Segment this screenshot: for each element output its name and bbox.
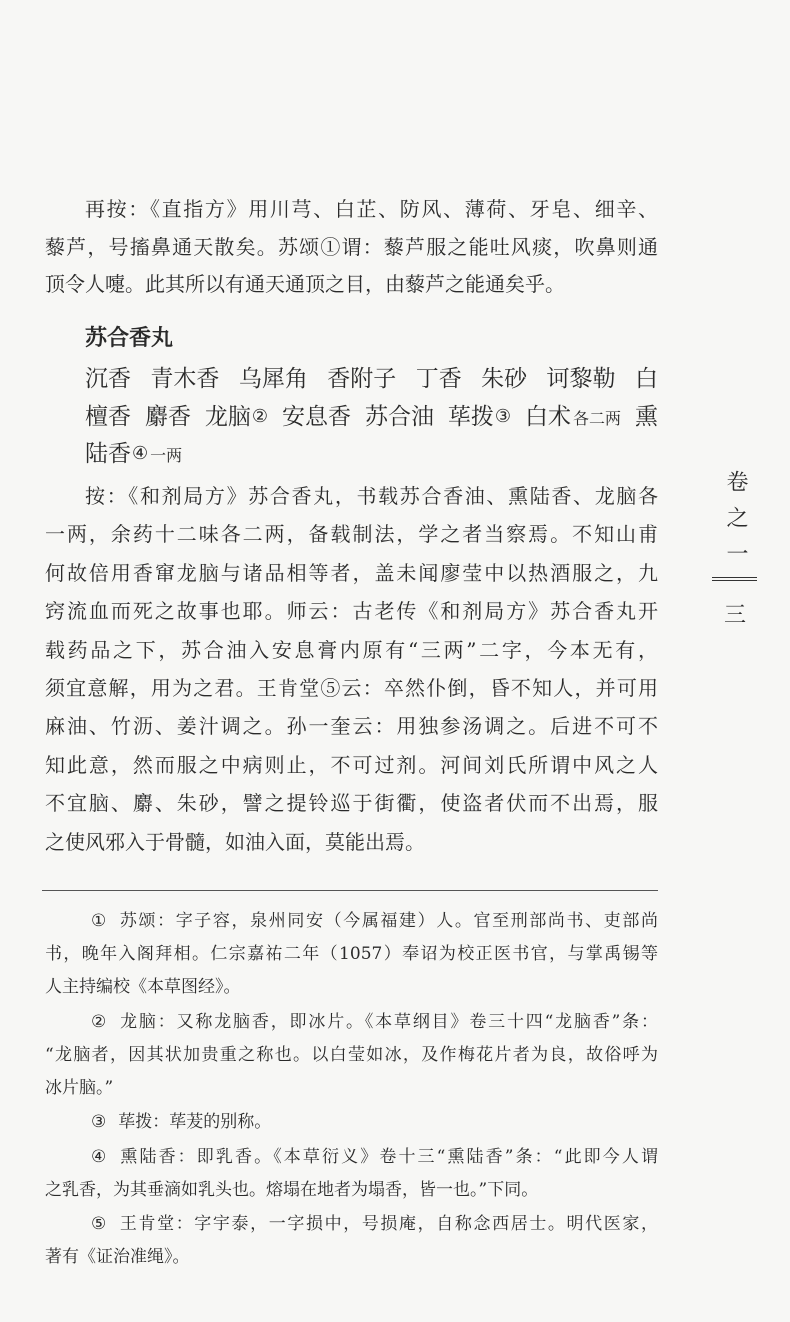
text-line: 一两，余药十二味各二两，备载制法，学之者当察焉。不知山甫 xyxy=(45,522,658,547)
ingredient-name: 白 xyxy=(634,366,658,392)
ingredient-item xyxy=(481,361,527,399)
footnote-line xyxy=(45,1141,658,1174)
ingredient-line xyxy=(85,436,658,474)
ingredient-name: 安息香 xyxy=(282,403,351,430)
footnote-1 xyxy=(45,905,658,1004)
ingredient-name: 陆香 xyxy=(85,441,131,467)
footnote-text: 王肯堂：字宇泰，一字损中，号损庵，自称念西居士。明代医家， xyxy=(119,1214,658,1234)
text-line: 再按：《直指方》用川芎、白芷、防风、薄荷、牙皂、细辛、 xyxy=(85,197,658,221)
footnote-text: 熏陆香：即乳香。《本草衍义》卷十三“熏陆香”条：“此即今人谓 xyxy=(120,1146,658,1167)
ingredient-item xyxy=(239,361,308,399)
section-title: 苏合香丸 xyxy=(85,325,174,351)
ingredient-name: 荜拨 xyxy=(447,403,494,430)
ingredient-name: 诃黎勒 xyxy=(546,366,616,392)
footnote-4 xyxy=(45,1141,658,1207)
text-line: 知此意，然而服之中病则止，不可过剂。河间刘氏所谓中风之人 xyxy=(45,752,658,777)
footnote-line xyxy=(45,1208,658,1241)
text-line: 麻油、竹沥、姜汁调之。孙一奎云：用独参汤调之。后进不可不 xyxy=(45,714,658,739)
dose-note: 一两 xyxy=(150,446,183,465)
footnote-marker: ④ xyxy=(132,443,149,464)
ingredient-name: 乌犀角 xyxy=(238,366,308,392)
footnote-2 xyxy=(45,1006,658,1105)
text-line: 载药品之下，苏合油入安息膏内原有“三两”二字，今本无有， xyxy=(45,637,658,662)
ingredient-name: 青木香 xyxy=(150,366,220,392)
ingredient-line xyxy=(85,361,658,399)
ingredient-item xyxy=(205,399,268,437)
footnote-line: 人主持编校《本草图经》。 xyxy=(45,977,241,997)
ingredient-item xyxy=(145,399,191,437)
page-number: 三 xyxy=(723,603,746,628)
ingredient-item xyxy=(547,361,616,399)
ingredient-name: 朱砂 xyxy=(481,366,528,392)
footnotes xyxy=(45,905,658,1274)
text-line: 之使风邪入于骨髓，如油入面，莫能出焉。 xyxy=(45,829,425,854)
paragraph-zhizhi-fang xyxy=(45,191,658,304)
footnote-line: 之乳香，为其垂滴如乳头也。熔塌在地者为塌香，皆一也。”下同。 xyxy=(45,1179,539,1200)
running-head-volume: 卷之一 xyxy=(723,470,748,578)
text-line: 按：《和剂局方》苏合香丸，书载苏合香油、熏陆香、龙脑各 xyxy=(85,484,658,508)
footnote-number: ④ xyxy=(91,1146,109,1167)
footnote-line xyxy=(45,905,658,938)
footnote-text: 荜拨：荜茇的别称。 xyxy=(118,1112,272,1132)
footnote-line: “龙脑者，因其状加贵重之称也。以白莹如冰，及作梅花片者为良，故俗呼为 xyxy=(45,1044,658,1065)
footnote-marker: ③ xyxy=(494,405,512,427)
footnote-marker: ② xyxy=(251,405,269,427)
ingredient-item xyxy=(282,399,351,437)
ingredient-item xyxy=(365,399,434,437)
running-head-double-rule xyxy=(712,577,757,581)
ingredient-name: 龙脑 xyxy=(204,403,251,430)
ingredient-name: 熏 xyxy=(634,403,658,430)
footnote-text: 苏颂：字子容，泉州同安（今属福建）人。官至刑部尚书、吏部尚 xyxy=(119,911,658,931)
ingredient-line xyxy=(85,399,658,437)
text-line: 顶令人嚏。此其所以有通天通顶之目，由藜芦之能通矣乎。 xyxy=(45,272,565,296)
footnote-line: 著有《证治准绳》。 xyxy=(45,1247,190,1267)
footnote-number: ③ xyxy=(91,1112,107,1132)
ingredient-item xyxy=(525,399,621,437)
footnote-5 xyxy=(45,1208,658,1274)
text-line: 须宜意解，用为之君。王肯堂⑤云：卒然仆倒，昏不知人，并可用 xyxy=(45,675,658,700)
paragraph-heji-jufang xyxy=(45,477,658,861)
ingredient-name: 麝香 xyxy=(144,403,191,430)
ingredient-item xyxy=(635,399,658,437)
footnote-line: 冰片脑。” xyxy=(45,1077,114,1098)
ingredient-name: 白术 xyxy=(525,403,571,430)
footnote-line xyxy=(45,1006,658,1039)
footnote-line: 书，晚年入阁拜相。仁宗嘉祐二年（1057）奉诏为校正医书官，与掌禹锡等 xyxy=(45,944,658,964)
footnote-number: ② xyxy=(91,1011,109,1032)
ingredient-item xyxy=(85,436,182,474)
ingredient-item xyxy=(85,399,131,437)
footnote-separator xyxy=(42,890,658,891)
ingredient-item xyxy=(150,361,219,399)
footnote-line xyxy=(45,1106,658,1139)
ingredient-name: 苏合油 xyxy=(364,403,434,430)
ingredient-item xyxy=(448,399,511,437)
ingredient-item xyxy=(327,361,396,399)
footnote-text: 龙脑：又称龙脑香，即冰片。《本草纲目》卷三十四“龙脑香”条： xyxy=(120,1011,658,1032)
dose-note: 各二两 xyxy=(573,408,622,428)
text-line: 何故倍用香窜龙脑与诸品相等者，盖未闻廖莹中以热酒服之，九 xyxy=(45,560,658,585)
ingredient-item xyxy=(416,361,462,399)
ingredient-name: 丁香 xyxy=(415,366,462,392)
text-line: 藜芦，号搐鼻通天散矣。苏颂①谓：藜芦服之能吐风痰，吹鼻则通 xyxy=(45,234,658,259)
ingredient-name: 香附子 xyxy=(327,366,397,392)
ingredient-item xyxy=(635,361,658,399)
text-line: 窍流血而死之故事也耶。师云：古老传《和剂局方》苏合香丸开 xyxy=(45,599,658,624)
ingredient-name: 檀香 xyxy=(85,403,131,430)
footnote-3 xyxy=(45,1106,658,1139)
text-line: 不宜脑、麝、朱砂，譬之提铃巡于街衢，使盗者伏而不出焉，服 xyxy=(45,791,658,816)
footnote-number: ① xyxy=(91,911,108,931)
footnote-number: ⑤ xyxy=(91,1214,108,1234)
ingredient-item xyxy=(85,361,131,399)
ingredient-list xyxy=(85,361,658,474)
ingredient-name: 沉香 xyxy=(85,366,131,392)
